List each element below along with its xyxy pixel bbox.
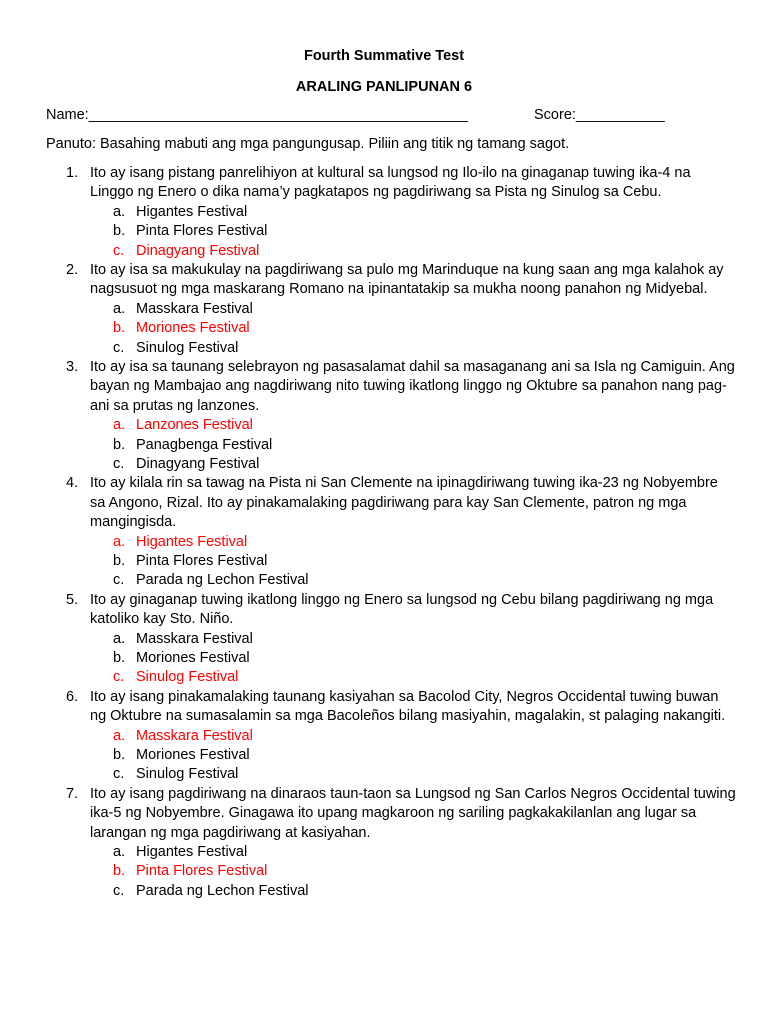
choice-c xyxy=(46,882,736,901)
choice-text: Masskara Festival xyxy=(136,300,253,317)
question-item xyxy=(46,358,736,474)
choice-text: Panagbenga Festival xyxy=(136,436,273,453)
choice-letter: b. xyxy=(113,746,126,763)
question-number: 1. xyxy=(66,165,79,181)
question-text: Ito ay isang pistang panrelihiyon at kultural sa lungsod ng Ilo-ilo na ginaganap tuwing ika-4 na Linggo ng Enero o dika nama’y pagkatapos ng pagdiriwang sa Pista ng Sinulog sa Cebu. xyxy=(90,165,691,201)
choice-letter: b. xyxy=(113,552,126,569)
name-blank: _______________________________________________ xyxy=(88,107,468,123)
choice-letter: a. xyxy=(113,630,126,647)
question-text: Ito ay isang pagdiriwang na dinaraos taun-taon sa Lungsod ng San Carlos Negros Occidental tuwing ika-5 ng Nobyembre. Ginagawa ito upang magkaroon ng sariling pagkakakilanlan ang lugar sa larangan ng mga pagdiriwang at kasiyahan. xyxy=(90,785,736,841)
choice-text: Sinulog Festival xyxy=(136,669,239,686)
choice-list xyxy=(46,727,736,785)
choice-letter: c. xyxy=(113,572,125,589)
test-title: Fourth Summative Test xyxy=(303,48,465,64)
name-line xyxy=(46,106,468,125)
choice-letter: c. xyxy=(113,455,125,472)
score-blank: ___________ xyxy=(575,107,665,123)
choice-text: Sinulog Festival xyxy=(136,339,239,356)
question-list xyxy=(46,164,736,901)
choice-text: Parada ng Lechon Festival xyxy=(136,882,309,899)
question-number: 6. xyxy=(66,688,79,705)
choice-letter: b. xyxy=(113,223,126,240)
question-number: 2. xyxy=(66,261,79,278)
choice-b xyxy=(46,552,736,571)
choice-text: Parada ng Lechon Festival xyxy=(136,572,309,589)
choice-list xyxy=(46,416,736,474)
choice-letter: a. xyxy=(113,533,126,550)
choice-text: Moriones Festival xyxy=(136,746,250,763)
choice-c xyxy=(46,765,736,784)
question-text: Ito ay isa sa taunang selebrayon ng pasasalamat dahil sa masaganang ani sa Isla ng Camiguin. Ang bayan ng Mambajao ang nagdiriwang nito tuwing ikatlong linggo ng Oktubre sa panahon nang pag-ani sa prutas ng lanzones. xyxy=(90,358,735,414)
choice-a xyxy=(46,203,736,222)
choice-letter: a. xyxy=(113,203,126,220)
choice-text: Higantes Festival xyxy=(136,533,248,550)
choice-a xyxy=(46,416,736,435)
choice-list xyxy=(46,533,736,591)
choice-b xyxy=(46,862,736,881)
question-number: 5. xyxy=(66,591,79,608)
choice-text: Sinulog Festival xyxy=(136,766,239,783)
choice-letter: a. xyxy=(113,727,126,744)
choice-letter: a. xyxy=(113,300,126,317)
choice-letter: b. xyxy=(113,320,126,337)
choice-letter: a. xyxy=(113,843,126,860)
choice-text: Dinagyang Festival xyxy=(136,455,260,472)
choice-text: Masskara Festival xyxy=(136,727,253,744)
choice-letter: c. xyxy=(113,242,125,259)
choice-c xyxy=(46,571,736,590)
name-label: Name: xyxy=(46,107,89,123)
question-item xyxy=(46,164,736,261)
question-item xyxy=(46,688,736,785)
choice-letter: c. xyxy=(113,339,125,356)
question-text: Ito ay kilala rin sa tawag na Pista ni San Clemente na ipinagdiriwang tuwing ika-23 ng Nobyembre sa Angono, Rizal. Ito ay pinakamalaking pagdiriwang para kay San Clemente, patron ng mga mangingisda. xyxy=(90,475,718,531)
question-item xyxy=(46,261,736,358)
instructions: Panuto: Basahing mabuti ang mga pangungusap. Piliin ang titik ng tamang sagot. xyxy=(46,136,570,152)
question-text: Ito ay ginaganap tuwing ikatlong linggo ng Enero sa lungsod ng Cebu bilang pagdiriwang ng mga katoliko kay Sto. Niño. xyxy=(90,591,714,628)
question-item xyxy=(46,591,736,688)
choice-c xyxy=(46,339,736,358)
choice-c xyxy=(46,242,736,261)
choice-list xyxy=(46,630,736,688)
question-number: 7. xyxy=(66,785,79,802)
score-line xyxy=(534,106,665,125)
choice-a xyxy=(46,533,736,552)
choice-list xyxy=(46,300,736,358)
choice-letter: b. xyxy=(113,436,126,453)
choice-text: Dinagyang Festival xyxy=(136,242,260,259)
choice-text: Pinta Flores Festival xyxy=(136,552,268,569)
subject-title: ARALING PANLIPUNAN 6 xyxy=(295,79,473,95)
question-text: Ito ay isa sa makukulay na pagdiriwang sa pulo mg Marinduque na kung saan ang mga kalahok ay nagsusuot ng mga maskarang Romano na ipinantatakip sa mukha noong panahon ng Midyebal. xyxy=(90,261,724,298)
choice-letter: a. xyxy=(113,417,126,434)
choice-a xyxy=(46,630,736,649)
choice-letter: c. xyxy=(113,766,125,783)
question-item xyxy=(46,785,736,901)
choice-c xyxy=(46,455,736,474)
choice-text: Masskara Festival xyxy=(136,630,253,647)
choice-a xyxy=(46,843,736,862)
choice-letter: c. xyxy=(113,669,125,686)
choice-b xyxy=(46,436,736,455)
choice-letter: b. xyxy=(113,649,126,666)
choice-text: Lanzones Festival xyxy=(136,417,253,434)
question-number: 4. xyxy=(66,475,79,492)
choice-c xyxy=(46,668,736,687)
choice-letter: c. xyxy=(113,882,125,899)
choice-list xyxy=(46,203,736,261)
score-label: Score: xyxy=(534,107,576,123)
question-number: 3. xyxy=(66,358,79,375)
choice-b xyxy=(46,649,736,668)
question-item xyxy=(46,474,736,590)
choice-b xyxy=(46,746,736,765)
choice-a xyxy=(46,300,736,319)
choice-b xyxy=(46,319,736,338)
choice-text: Moriones Festival xyxy=(136,320,250,337)
choice-b xyxy=(46,222,736,241)
choice-text: Higantes Festival xyxy=(136,203,248,220)
choice-text: Moriones Festival xyxy=(136,649,250,666)
choice-text: Pinta Flores Festival xyxy=(136,863,268,880)
choice-list xyxy=(46,843,736,901)
choice-a xyxy=(46,727,736,746)
choice-text: Higantes Festival xyxy=(136,843,248,860)
choice-text: Pinta Flores Festival xyxy=(136,223,268,240)
choice-letter: b. xyxy=(113,863,126,880)
question-text: Ito ay isang pinakamalaking taunang kasiyahan sa Bacolod City, Negros Occidental tuwing buwan ng Oktubre na sumasalamin sa mga Bacoleños bilang masiyahin, magalakin, st palaging nakangiti. xyxy=(90,688,726,725)
